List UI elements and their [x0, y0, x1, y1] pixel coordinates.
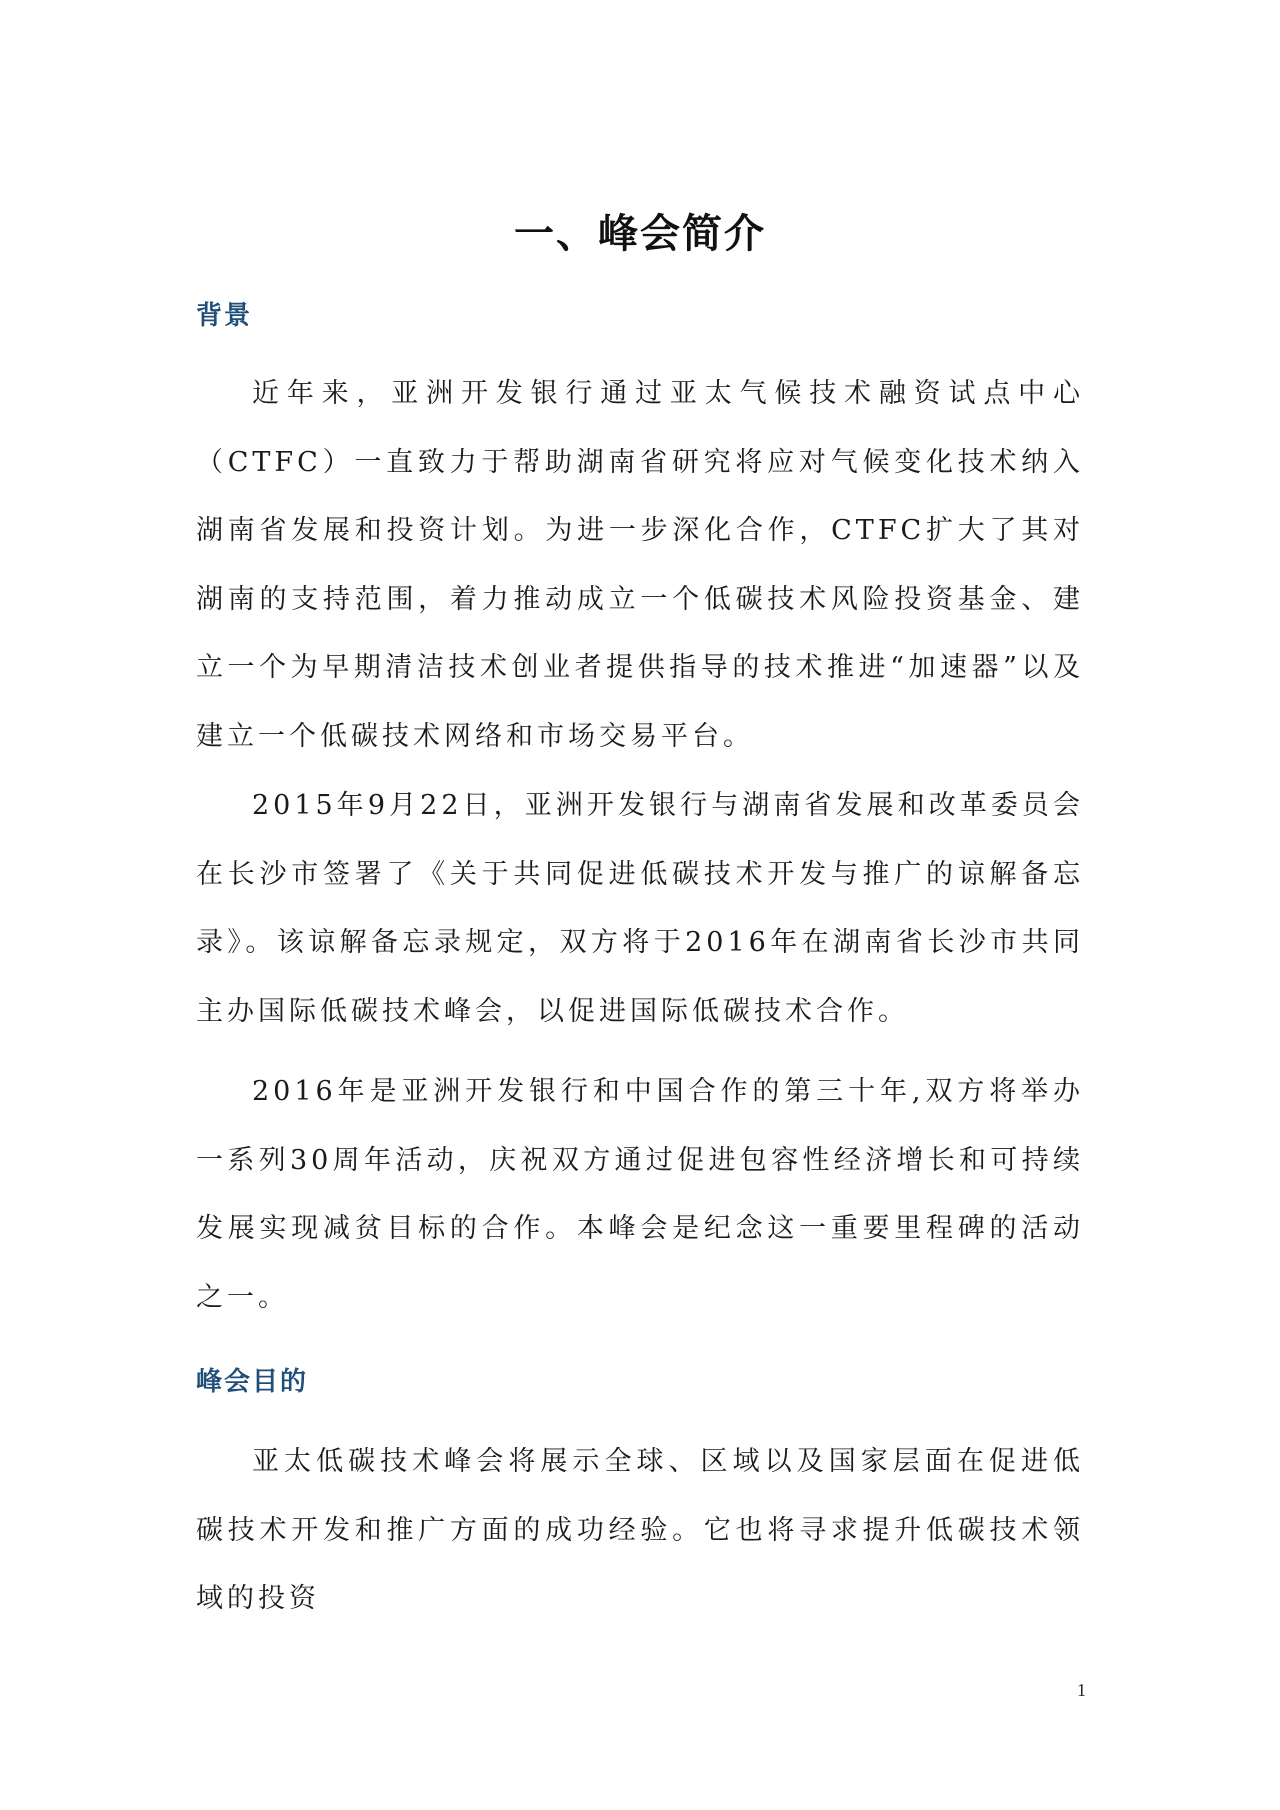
paragraph-background-1: 近年来，亚洲开发银行通过亚太气候技术融资试点中心（CTFC）一直致力于帮助湖南省研究将应对气候变化技术纳入湖南省发展和投资计划。为进一步深化合作，CTFC扩大了其对湖南的支持范围，着力推动成立一个低碳技术风险投资基金、建立一个为早期清洁技术创业者提供指导的技术推进“加速器”以及建立一个低碳技术网络和市场交易平台。 [196, 378, 1084, 752]
paragraph-summit-purpose-1: 亚太低碳技术峰会将展示全球、区域以及国家层面在促进低碳技术开发和推广方面的成功经验。它也将寻求提升低碳技术领域的投资 [196, 1446, 1084, 1614]
page-title: 一、峰会简介 [514, 211, 766, 257]
section-heading-background: 背景 [196, 301, 253, 331]
paragraph-background-2: 2015年9月22日，亚洲开发银行与湖南省发展和改革委员会在长沙市签署了《关于共同促进低碳技术开发与推广的谅解备忘录》。该谅解备忘录规定，双方将于2016年在湖南省长沙市共同主办国际低碳技术峰会，以促进国际低碳技术合作。 [196, 790, 1084, 1027]
page-number: 1 [1077, 1680, 1086, 1700]
paragraph-background-3: 2016年是亚洲开发银行和中国合作的第三十年,双方将举办一系列30周年活动，庆祝双方通过促进包容性经济增长和可持续发展实现减贫目标的合作。本峰会是纪念这一重要里程碑的活动之一。 [196, 1076, 1084, 1313]
section-heading-summit-purpose: 峰会目的 [196, 1367, 309, 1397]
